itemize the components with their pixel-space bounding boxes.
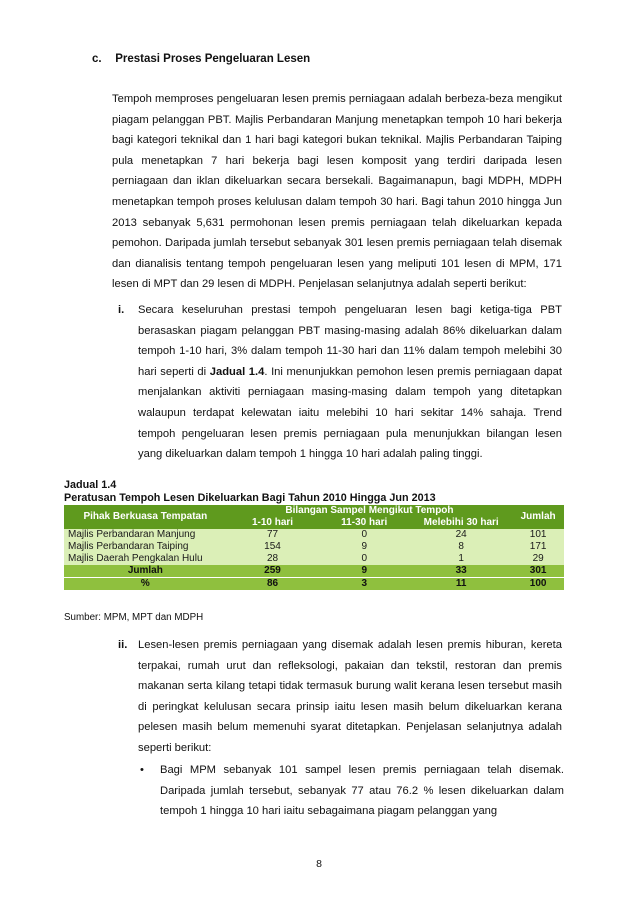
- list-item-text: Lesen-lesen premis perniagaan yang disemak adalah lesen premis hiburan, kereta terpakai, rumah urut dan refleksologi, pakaian dan tekstil, restoran dan premis makanan serta kilang tetapi tidak termasuk burung walit kerana lesen tersebut masih di peringkat kelulusan secara prinsip iaitu lesen masih belum dikeluarkan kerana pelesen masih belum memenuhi syarat ditetapkan. Penjelasan selanjutnya adalah seperti berikut:: [138, 639, 562, 754]
- section-title: Prestasi Proses Pengeluaran Lesen: [115, 53, 311, 65]
- total-label: Jumlah: [64, 565, 227, 578]
- cell-total: 100: [512, 578, 564, 591]
- cell: 259: [227, 565, 319, 578]
- table-caption-title: Peratusan Tempoh Lesen Dikeluarkan Bagi Tahun 2010 Hingga Jun 2013: [64, 492, 436, 504]
- bullet-symbol: •: [140, 764, 144, 776]
- table-row: [64, 541, 564, 553]
- subheader: Melebihi 30 hari: [410, 517, 512, 529]
- cell: 33: [410, 565, 512, 578]
- section-heading: [92, 53, 310, 65]
- page-number: 8: [316, 858, 322, 870]
- cell: 3: [318, 578, 410, 591]
- cell: 1: [410, 553, 512, 565]
- list-item-text: [138, 300, 562, 465]
- cell: 8: [410, 541, 512, 553]
- header-group: Bilangan Sampel Mengikut Tempoh: [227, 505, 513, 517]
- paragraph-intro: Tempoh memproses pengeluaran lesen premis perniagaan adalah berbeza-beza mengikut piagam pelanggan PBT. Majlis Perbandaran Manjung menetapkan tempoh 10 hari bekerja bagi kategori teknikal dan 1 hari bagi kategori bukan teknikal. Majlis Perbandaran Taiping pula menetapkan 7 hari bekerja bagi lesen komposit yang terdiri daripada lesen perniagaan dan iklan dikeluarkan secara bersekali. Bagaimanapun, bagi MDPH, MDPH menetapkan tempoh proses kelulusan dalam tempoh 30 hari. Bagi tahun 2010 hingga Jun 2013 sebanyak 5,631 permohonan lesen premis perniagaan telah dikeluarkan kepada pemohon. Daripada jumlah tersebut sebanyak 301 lesen premis perniagaan telah disemak dan dianalisis tentang tempoh pengeluaran lesen yang meliputi 101 lesen di MPM, 171 lesen di MPT dan 29 lesen di MDPH. Penjelasan selanjutnya adalah seperti berikut:: [112, 93, 562, 291]
- list-number: i.: [118, 304, 125, 316]
- row-name: Majlis Perbandaran Manjung: [64, 529, 227, 541]
- cell: 24: [410, 529, 512, 541]
- license-table: [64, 505, 564, 590]
- cell: 86: [227, 578, 319, 591]
- percent-row: [64, 578, 564, 591]
- cell: 77: [227, 529, 319, 541]
- percent-label: %: [64, 578, 227, 591]
- cell-total: 101: [512, 529, 564, 541]
- text-segment: Secara keseluruhan prestasi tempoh pengeluaran lesen bagi ketiga-tiga PBT berasaskan piagam pelanggan PBT masing-masing adalah 86% dikeluarkan dalam tempoh 1-10 hari, 3% dalam tempoh 11-30 hari dan 11% dalam tempoh melebihi 30 hari seperti di: [138, 304, 562, 378]
- cell: 11: [410, 578, 512, 591]
- subheader: 1-10 hari: [227, 517, 319, 529]
- header-jumlah: Jumlah: [512, 505, 564, 529]
- cell: 9: [318, 565, 410, 578]
- text-segment: . Ini menunjukkan pemohon lesen premis perniagaan dapat menjalankan aktiviti perniagaan masing-masing dalam tempoh yang ditetapkan walaupun terdapat kelewatan iaitu melebihi 10 hari sekitar 14% sahaja. Trend tempoh pengeluaran lesen premis perniagaan pula menunjukkan bilangan lesen yang dikeluarkan dalam tempoh 1 hingga 10 hari adalah paling tinggi.: [138, 365, 562, 461]
- cell-total: 29: [512, 553, 564, 565]
- total-row: [64, 565, 564, 578]
- cell: 28: [227, 553, 319, 565]
- list-number: ii.: [118, 639, 128, 651]
- section-letter: c.: [92, 53, 102, 65]
- header-pbt: Pihak Berkuasa Tempatan: [64, 505, 227, 529]
- cell: 9: [318, 541, 410, 553]
- row-name: Majlis Perbandaran Taiping: [64, 541, 227, 553]
- cell-total: 171: [512, 541, 564, 553]
- table-reference: Jadual 1.4: [209, 365, 265, 378]
- cell: 0: [318, 553, 410, 565]
- cell: 154: [227, 541, 319, 553]
- table-row: [64, 529, 564, 541]
- table-source: Sumber: MPM, MPT dan MDPH: [64, 612, 204, 623]
- bullet-text: Bagi MPM sebanyak 101 sampel lesen premis perniagaan telah disemak. Daripada jumlah tersebut, sebanyak 77 atau 76.2 % lesen dikeluarkan dalam tempoh 1 hingga 10 hari iaitu sebagaimana piagam pelanggan yang: [160, 764, 564, 818]
- table-row: [64, 553, 564, 565]
- subheader: 11-30 hari: [318, 517, 410, 529]
- cell-total: 301: [512, 565, 564, 578]
- cell: 0: [318, 529, 410, 541]
- table-caption-number: Jadual 1.4: [64, 479, 117, 491]
- row-name: Majlis Daerah Pengkalan Hulu: [64, 553, 227, 565]
